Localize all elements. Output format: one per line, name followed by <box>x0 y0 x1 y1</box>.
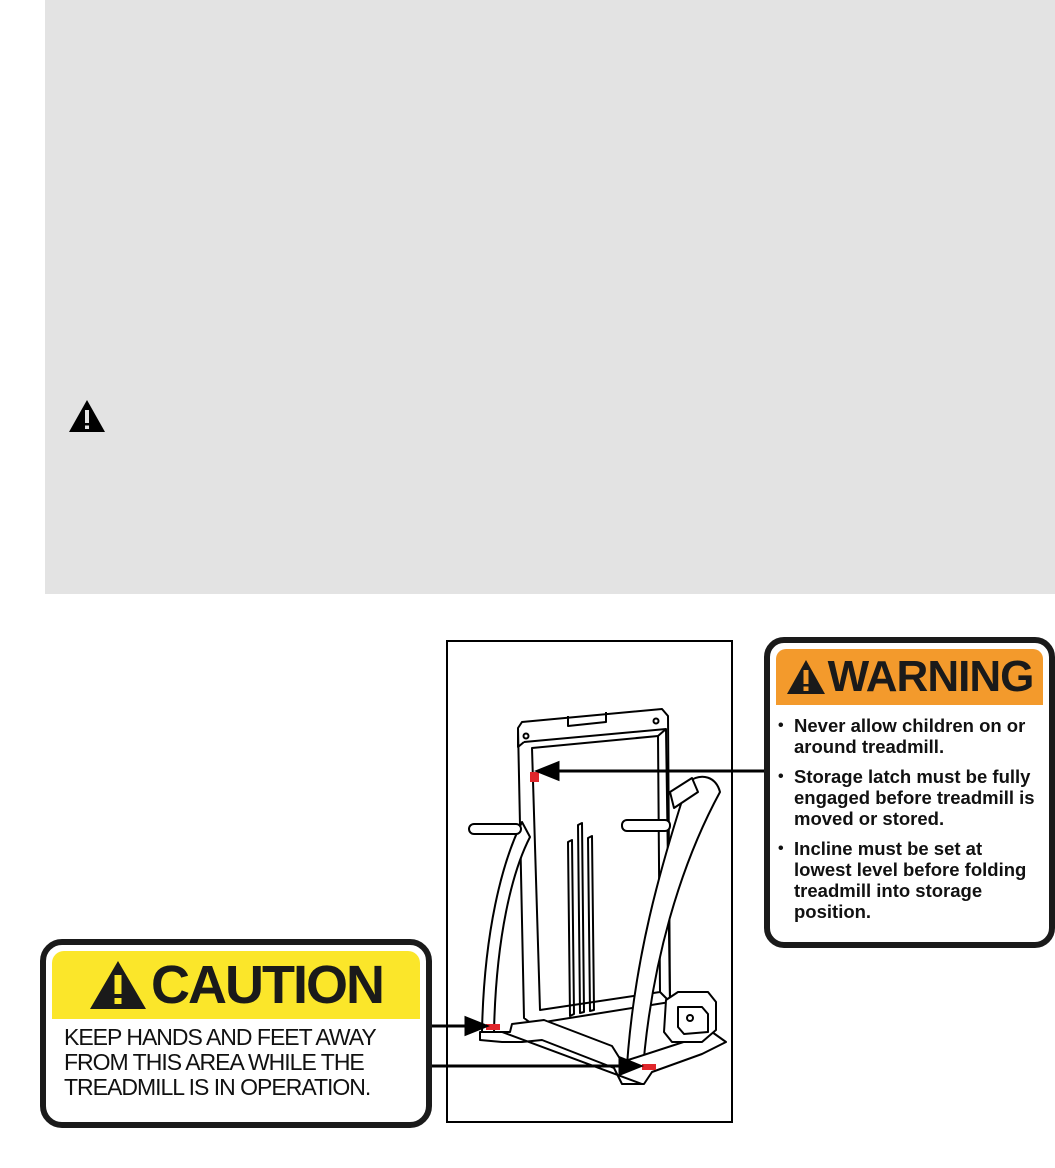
gray-info-panel <box>45 0 1055 594</box>
warning-header <box>776 649 1043 705</box>
treadmill-illustration <box>446 640 733 1123</box>
warning-title: WARNING <box>827 652 1034 701</box>
warning-item <box>778 838 1043 922</box>
bullet-icon: • <box>778 717 784 734</box>
alert-triangle-icon <box>68 399 106 433</box>
warning-item <box>778 715 1043 757</box>
bullet-icon: • <box>778 840 784 857</box>
warning-item-text: Incline must be set at lowest level before folding treadmill into storage position. <box>794 838 1027 922</box>
caution-header <box>52 951 420 1019</box>
warning-label <box>764 637 1055 948</box>
caution-label-marker-right <box>642 1064 656 1070</box>
caution-title: CAUTION <box>151 955 383 1015</box>
warning-list <box>778 715 1043 931</box>
caution-label <box>40 939 432 1128</box>
bullet-icon: • <box>778 768 784 785</box>
warning-label-marker <box>530 772 539 782</box>
treadmill-drawing <box>448 642 731 1121</box>
warning-item <box>778 766 1043 829</box>
alert-triangle-icon <box>89 960 147 1010</box>
caution-label-marker-left <box>486 1024 500 1030</box>
alert-triangle-icon <box>786 659 826 695</box>
caution-text: KEEP HANDS AND FEET AWAY FROM THIS AREA WHILE THE TREADMILL IS IN OPERATION. <box>64 1024 376 1100</box>
warning-item-text: Storage latch must be fully engaged before treadmill is moved or stored. <box>794 766 1035 829</box>
warning-item-text: Never allow children on or around treadmill. <box>794 715 1026 757</box>
